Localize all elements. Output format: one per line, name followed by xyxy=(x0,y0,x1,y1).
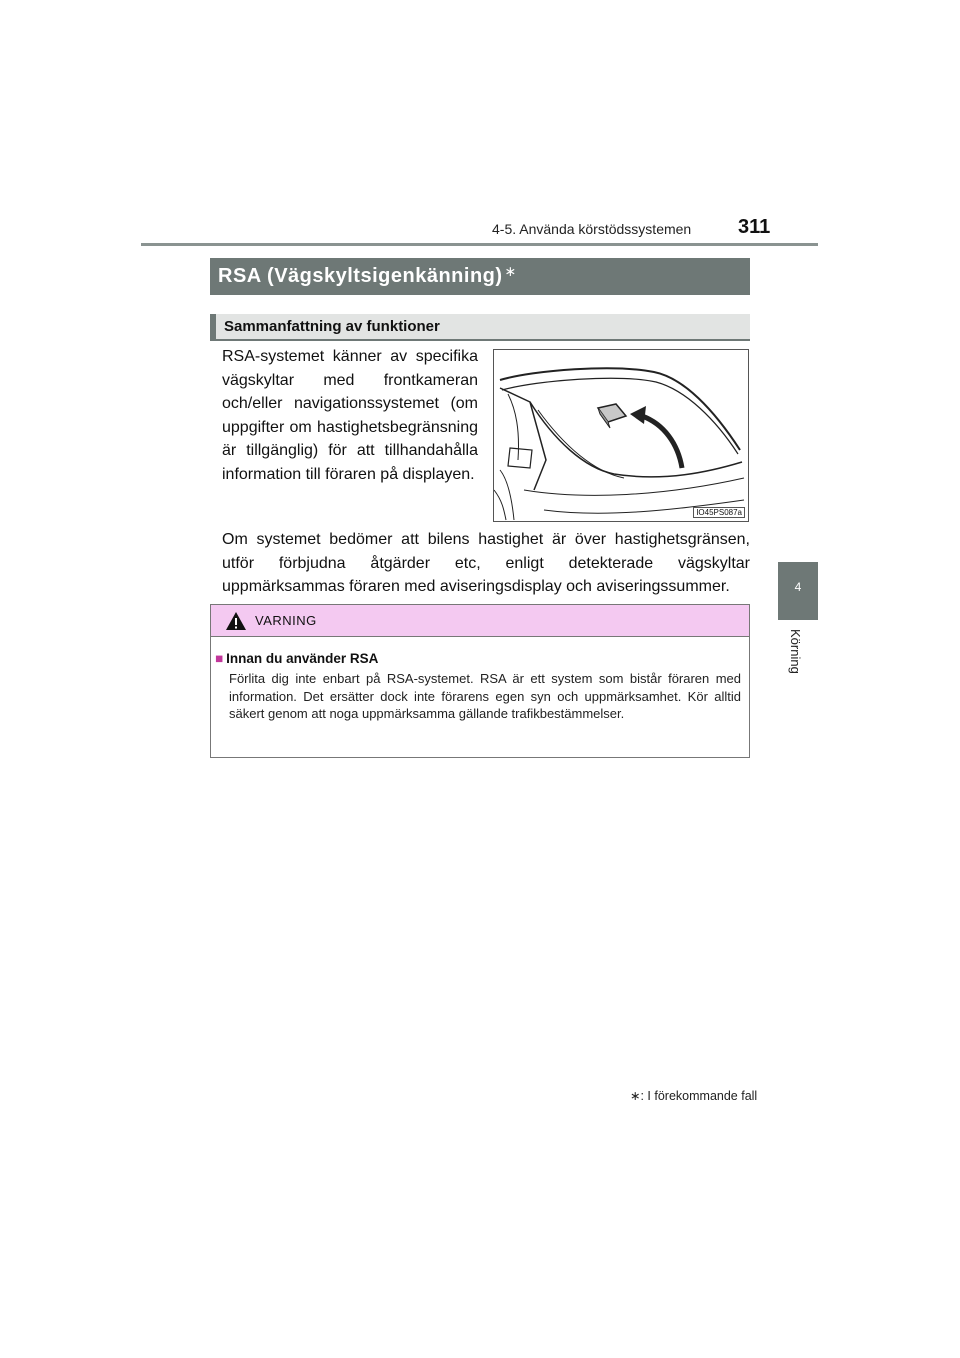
subheading-text: Sammanfattning av funktioner xyxy=(224,318,440,335)
section-title: RSA (Vägskyltsigenkänning) xyxy=(218,265,503,287)
windshield-camera-figure xyxy=(493,349,749,522)
warning-text: Förlita dig inte enbart på RSA-systemet. RSA är ett system som bistår föraren med information. Det ersätter dock inte förarens egen syn och uppmärksamhet. Kör alltid säkert genom att noga uppmärksamma gällande trafikbestämmelser. xyxy=(229,671,741,721)
body-paragraph: Om systemet bedömer att bilens hastighet är över hastighetsgränsen, utför förbjudna åtgärder etc, enligt detekterade vägskyltar uppmärksammas föraren med aviseringsdisplay och aviseringssummer. xyxy=(222,531,750,596)
warning-header xyxy=(211,605,749,637)
chapter-tab-number: 4 xyxy=(794,580,802,594)
subheading-bar xyxy=(210,314,750,341)
page-number: 311 xyxy=(738,216,771,238)
footnote-mark: ∗ xyxy=(630,1089,641,1103)
intro-paragraph: RSA-systemet känner av specifika vägskyltar med frontkameran och/eller navigationssystemet (om uppgifter om hastighetsbegränsning är tillgänglig) för att tillhandahålla information till föraren på displayen. xyxy=(222,348,478,483)
header-section-title: 4-5. Använda körstödssystemen xyxy=(492,221,692,237)
warning-box xyxy=(210,604,750,758)
warning-heading xyxy=(215,651,378,666)
section-title-bar xyxy=(210,258,750,295)
warning-label: VARNING xyxy=(255,613,317,628)
warning-bullet: ■ xyxy=(215,651,224,666)
footnote xyxy=(630,1088,757,1103)
chapter-tab-label: Körning xyxy=(788,629,803,674)
header-rule xyxy=(141,243,818,246)
car-interior-illustration xyxy=(494,350,748,521)
warning-triangle-icon xyxy=(225,611,247,631)
figure-code: IO45PS087a xyxy=(693,507,745,518)
title-asterisk: ∗ xyxy=(504,263,517,279)
warning-heading-text: Innan du använder RSA xyxy=(226,651,379,666)
footnote-text: : I förekommande fall xyxy=(640,1089,758,1103)
